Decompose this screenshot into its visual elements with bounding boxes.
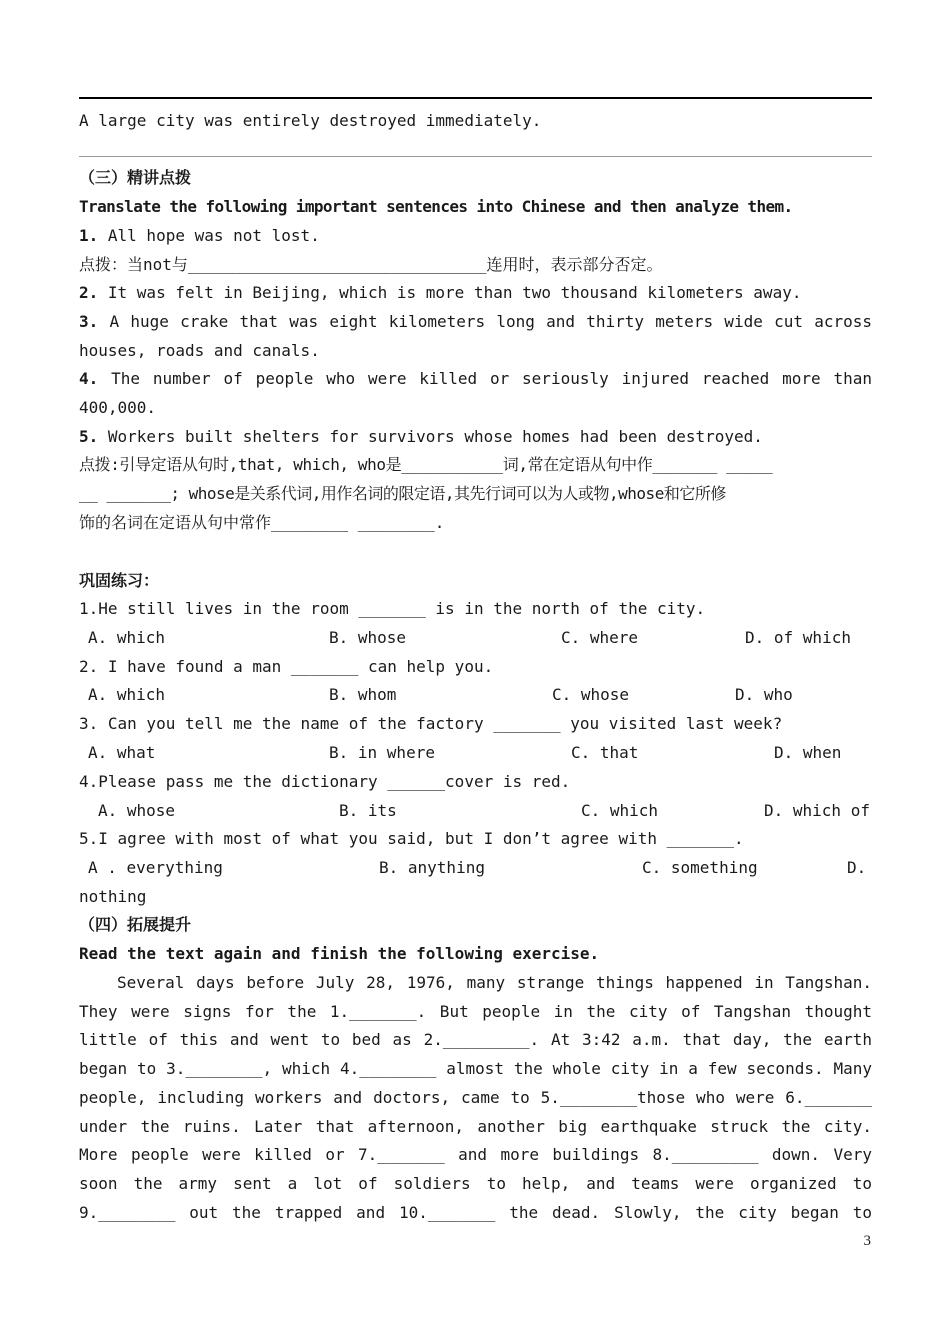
tip-2-line-2: __ _______; whose是关系代词,用作名词的限定语,其先行词可以为人或物,whose和它所修	[79, 484, 726, 503]
tip-2-line-3: 饰的名词在定语从句中常作________ ________.	[79, 513, 445, 532]
page-number: 3	[863, 1233, 871, 1249]
q2-option-d: D. who	[735, 685, 793, 704]
q2-option-c: C. whose	[552, 685, 630, 704]
q1-option-b: B. whose	[329, 628, 407, 647]
q4-option-c: C. which	[581, 801, 659, 820]
section-divider	[79, 156, 872, 157]
sentence-5-number: 5.	[79, 427, 99, 446]
practice-heading: 巩固练习：	[79, 571, 160, 590]
passage-line: little of this and went to bed as 2._________. At 3:42 a.m. that day, the earth	[79, 1030, 872, 1049]
q2-option-b: B. whom	[329, 685, 397, 704]
question-4: 4.Please pass me the dictionary ______cover is red.	[79, 772, 571, 791]
q1-option-c: C. where	[561, 628, 639, 647]
passage-line: people, including workers and doctors, came to 5.________those who were 6._______	[79, 1088, 872, 1107]
document-page	[79, 0, 872, 1342]
sentence-3-number: 3.	[79, 312, 99, 331]
sentence-4-number: 4.	[79, 369, 99, 388]
q2-option-a: A. which	[88, 685, 166, 704]
q5-option-c: C. something	[642, 858, 758, 877]
tip-1: 点拨：当not与_______________________________连用时，表示部分否定。	[79, 255, 663, 274]
q5-option-a: A . everything	[88, 858, 223, 877]
q5-option-d: D.	[847, 858, 867, 877]
passage-line: More people were killed or 7._______ and more buildings 8._________ down. Very	[79, 1145, 872, 1164]
sentence-1	[79, 226, 320, 246]
q4-option-d: D. which of	[764, 801, 870, 820]
passage-line: soon the army sent a lot of soldiers to help, and teams were organized to	[79, 1174, 872, 1193]
q4-option-b: B. its	[339, 801, 397, 820]
passage-line: began to 3.________, which 4.________ almost the whole city in a few seconds. Many	[79, 1059, 872, 1078]
q5-option-b: B. anything	[379, 858, 485, 877]
q1-option-a: A. which	[88, 628, 166, 647]
section3-instruction: Translate the following important sentences into Chinese and then analyze them.	[79, 197, 793, 216]
passage-line: Several days before July 28, 1976, many strange things happened in Tangshan.	[117, 973, 872, 992]
question-3: 3. Can you tell me the name of the factory _______ you visited last week?	[79, 714, 783, 733]
q3-option-b: B. in where	[329, 743, 435, 762]
question-5: 5.I agree with most of what you said, but I don’t agree with _______.	[79, 829, 744, 848]
q3-option-d: D. when	[774, 743, 842, 762]
tip-2-line-1: 点拨:引导定语从句时,that, which, who是___________词,常在定语从句中作_______ _____	[79, 455, 773, 474]
q3-option-c: C. that	[571, 743, 639, 762]
sentence-4-cont: 400,000.	[79, 398, 157, 417]
sentence-5-text: Workers built shelters for survivors whose homes had been destroyed.	[98, 427, 763, 446]
passage-line: They were signs for the 1._______. But people in the city of Tangshan thought	[79, 1002, 872, 1021]
passage-line: 9.________ out the trapped and 10._______ the dead. Slowly, the city began to	[79, 1203, 872, 1222]
question-1: 1.He still lives in the room _______ is in the north of the city.	[79, 599, 706, 618]
sentence-3	[79, 312, 872, 332]
sentence-2	[79, 283, 801, 303]
sentence-4-text: The number of people who were killed or seriously injured reached more than	[98, 369, 872, 388]
sentence-1-number: 1.	[79, 226, 99, 245]
top-sentence: A large city was entirely destroyed immediately.	[79, 111, 542, 130]
q5-option-d-text: nothing	[79, 887, 147, 906]
section4-instruction: Read the text again and finish the following exercise.	[79, 944, 600, 963]
passage-line: under the ruins. Later that afternoon, another big earthquake struck the city.	[79, 1117, 872, 1136]
section4-heading: （四）拓展提升	[79, 915, 192, 934]
sentence-5	[79, 427, 763, 447]
header-rule	[79, 97, 872, 99]
q3-option-a: A. what	[88, 743, 156, 762]
sentence-4	[79, 369, 872, 389]
q1-option-d: D. of which	[745, 628, 851, 647]
section3-heading: （三）精讲点拨	[79, 168, 192, 187]
sentence-1-text: All hope was not lost.	[98, 226, 320, 245]
sentence-2-number: 2.	[79, 283, 99, 302]
sentence-3-cont: houses, roads and canals.	[79, 341, 320, 360]
sentence-2-text: It was felt in Beijing, which is more than two thousand kilometers away.	[98, 283, 802, 302]
sentence-3-text: A huge crake that was eight kilometers long and thirty meters wide cut across	[98, 312, 872, 331]
q4-option-a: A. whose	[98, 801, 176, 820]
question-2: 2. I have found a man _______ can help you.	[79, 657, 494, 676]
